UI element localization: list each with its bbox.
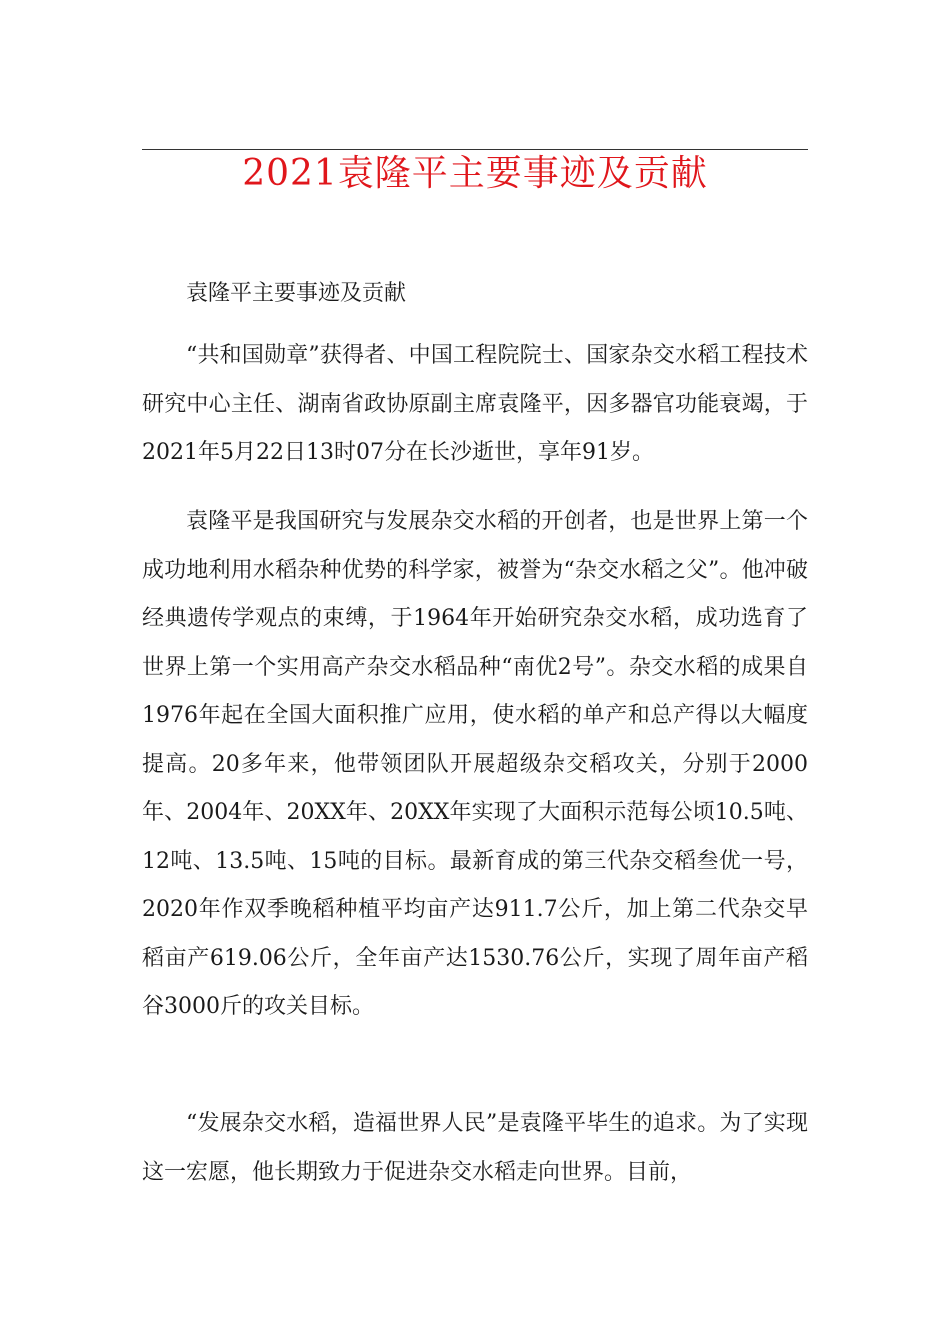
document-title: 2021袁隆平主要事迹及贡献 bbox=[242, 153, 708, 194]
paragraph-1: “共和国勋章”获得者、中国工程院院士、国家杂交水稻工程技术研究中心主任、湖南省政协原副主席袁隆平，因多器官功能衰竭，于2021年5月22日13时07分在长沙逝世，享年91岁。 bbox=[142, 343, 808, 465]
paragraph-3: “发展杂交水稻，造福世界人民”是袁隆平毕生的追求。为了实现这一宏愿，他长期致力于促进杂交水稻走向世界。目前， bbox=[142, 1111, 808, 1185]
paragraph-2: 袁隆平是我国研究与发展杂交水稻的开创者，也是世界上第一个成功地利用水稻杂种优势的科学家，被誉为“杂交水稻之父”。他冲破经典遗传学观点的束缚，于1964年开始研究杂交水稻，成功选育了世界上第一个实用高产杂交水稻品种“南优2号”。杂交水稻的成果自1976年起在全国大面积推广应用，使水稻的单产和总产得以大幅度提高。20多年来，他带领团队开展超级杂交稻攻关，分别于2000年、2004年、20XX年、20XX年实现了大面积示范每公顷10.5吨、12吨、13.5吨、15吨的目标。最新育成的第三代杂交稻叁优一号，2020年作双季晚稻种植平均亩产达911.7公斤，加上第二代杂交早稻亩产619.06公斤，全年亩产达1530.76公斤，实现了周年亩产稻谷3000斤的攻关目标。 bbox=[142, 509, 808, 1019]
section-heading: 袁隆平主要事迹及贡献 bbox=[186, 281, 407, 306]
